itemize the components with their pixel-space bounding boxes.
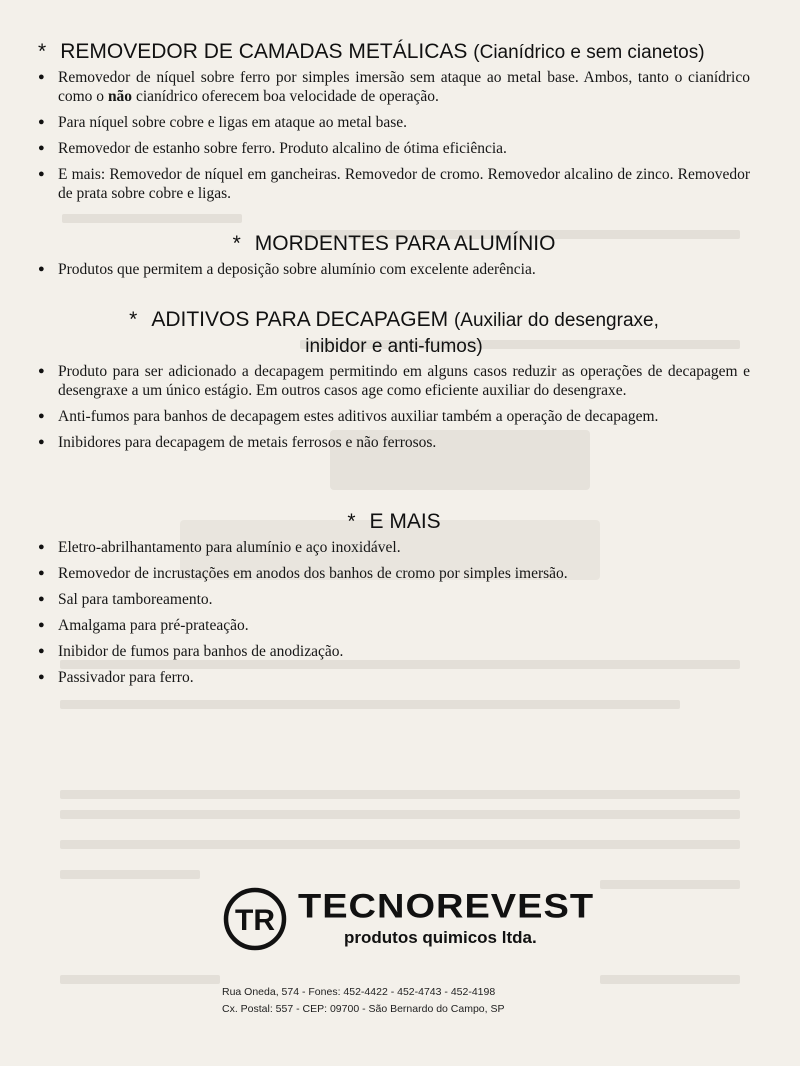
list-item: ● Inibidores para decapagem de metais ferrosos e não ferrosos. bbox=[38, 433, 750, 452]
section-subtitle: (Cianídrico e sem cianetos) bbox=[473, 42, 705, 63]
list-item: ● Passivador para ferro. bbox=[38, 668, 750, 687]
section-title: MORDENTES PARA ALUMÍNIO bbox=[254, 232, 556, 255]
svg-text:TR: TR bbox=[235, 904, 275, 937]
section-title: REMOVEDOR DE CAMADAS METÁLICAS bbox=[60, 40, 468, 63]
address-line: Rua Oneda, 574 - Fones: 452-4422 - 452-4743 - 452-4198 bbox=[222, 986, 496, 998]
bleed-through bbox=[600, 880, 740, 889]
bleed-through bbox=[60, 700, 680, 709]
list-item: ● Anti-fumos para banhos de decapagem estes aditivos auxiliar também a operação de decapagem. bbox=[38, 407, 750, 426]
section-heading bbox=[38, 40, 750, 64]
address-line: Cx. Postal: 557 - CEP: 09700 - São Bernardo do Campo, SP bbox=[222, 1003, 505, 1015]
section-aditivos bbox=[38, 308, 750, 459]
bleed-through bbox=[60, 975, 220, 984]
company-address bbox=[222, 984, 582, 1018]
section-subtitle-2: inibidor e anti-fumos) bbox=[305, 336, 483, 357]
bullet-list bbox=[38, 362, 750, 452]
section-removedor bbox=[38, 40, 750, 210]
list-item bbox=[38, 113, 750, 132]
logo-tagline: produtos quimicos ltda. bbox=[344, 928, 537, 947]
heading-star: * bbox=[129, 308, 138, 331]
list-item: ● Removedor de incrustações em anodos dos banhos de cromo por simples imersão. bbox=[38, 564, 750, 583]
section-heading bbox=[38, 232, 750, 256]
list-item bbox=[38, 139, 750, 158]
list-item: ● Inibidor de fumos para banhos de anodização. bbox=[38, 642, 750, 661]
bleed-through bbox=[600, 975, 740, 984]
heading-star: * bbox=[232, 232, 241, 255]
list-item bbox=[38, 68, 750, 106]
section-title: E MAIS bbox=[369, 510, 441, 533]
section-heading bbox=[38, 308, 750, 332]
item-text: E mais: Removedor de níquel em gancheiras. Removedor de cromo. Removedor alcalino de zinco. Removedor de prata sobre cobre e ligas. bbox=[58, 166, 750, 202]
list-item bbox=[38, 165, 750, 203]
bleed-through bbox=[62, 214, 242, 223]
item-bold-text: não bbox=[107, 88, 133, 105]
bleed-through bbox=[60, 870, 200, 879]
item-text: Removedor de níquel sobre ferro por simples imersão sem ataque ao metal base. Ambos, tanto o cianídrico como o bbox=[58, 69, 750, 105]
list-item: ● Produto para ser adicionado a decapagem permitindo em alguns casos reduzir as operações de decapagem e desengraxe a um único estágio. Em outros casos age como eficiente auxiliar do desengraxe. bbox=[38, 362, 750, 400]
list-item: ● Eletro-abrilhantamento para alumínio e aço inoxidável. bbox=[38, 538, 750, 557]
heading-star: * bbox=[347, 510, 356, 533]
section-title: ADITIVOS PARA DECAPAGEM bbox=[151, 308, 449, 331]
bleed-through bbox=[60, 840, 740, 849]
section-e-mais bbox=[38, 510, 750, 694]
list-item: ● Sal para tamboreamento. bbox=[38, 590, 750, 609]
item-text: Para níquel sobre cobre e ligas em ataque ao metal base. bbox=[58, 114, 408, 131]
company-logo bbox=[222, 886, 595, 956]
bleed-through bbox=[60, 790, 740, 799]
tr-emblem-icon bbox=[222, 886, 288, 952]
section-subtitle: (Auxiliar do desengraxe, bbox=[453, 310, 659, 331]
bullet-list bbox=[38, 260, 750, 279]
section-mordentes bbox=[38, 232, 750, 286]
item-text: Removedor de estanho sobre ferro. Produto alcalino de ótima eficiência. bbox=[58, 140, 507, 157]
list-item: ● Amalgama para pré-prateação. bbox=[38, 616, 750, 635]
item-text: cianídrico oferecem boa velocidade de operação. bbox=[132, 88, 439, 105]
logo-wordmark: TECNOREVEST bbox=[298, 888, 595, 926]
section-subtitle-line bbox=[38, 334, 750, 358]
bleed-through bbox=[60, 810, 740, 819]
bullet-list bbox=[38, 538, 750, 687]
heading-star: * bbox=[38, 40, 47, 63]
bullet-list bbox=[38, 68, 750, 203]
section-heading bbox=[38, 510, 750, 534]
list-item: ● Produtos que permitem a deposição sobre alumínio com excelente aderência. bbox=[38, 260, 750, 279]
